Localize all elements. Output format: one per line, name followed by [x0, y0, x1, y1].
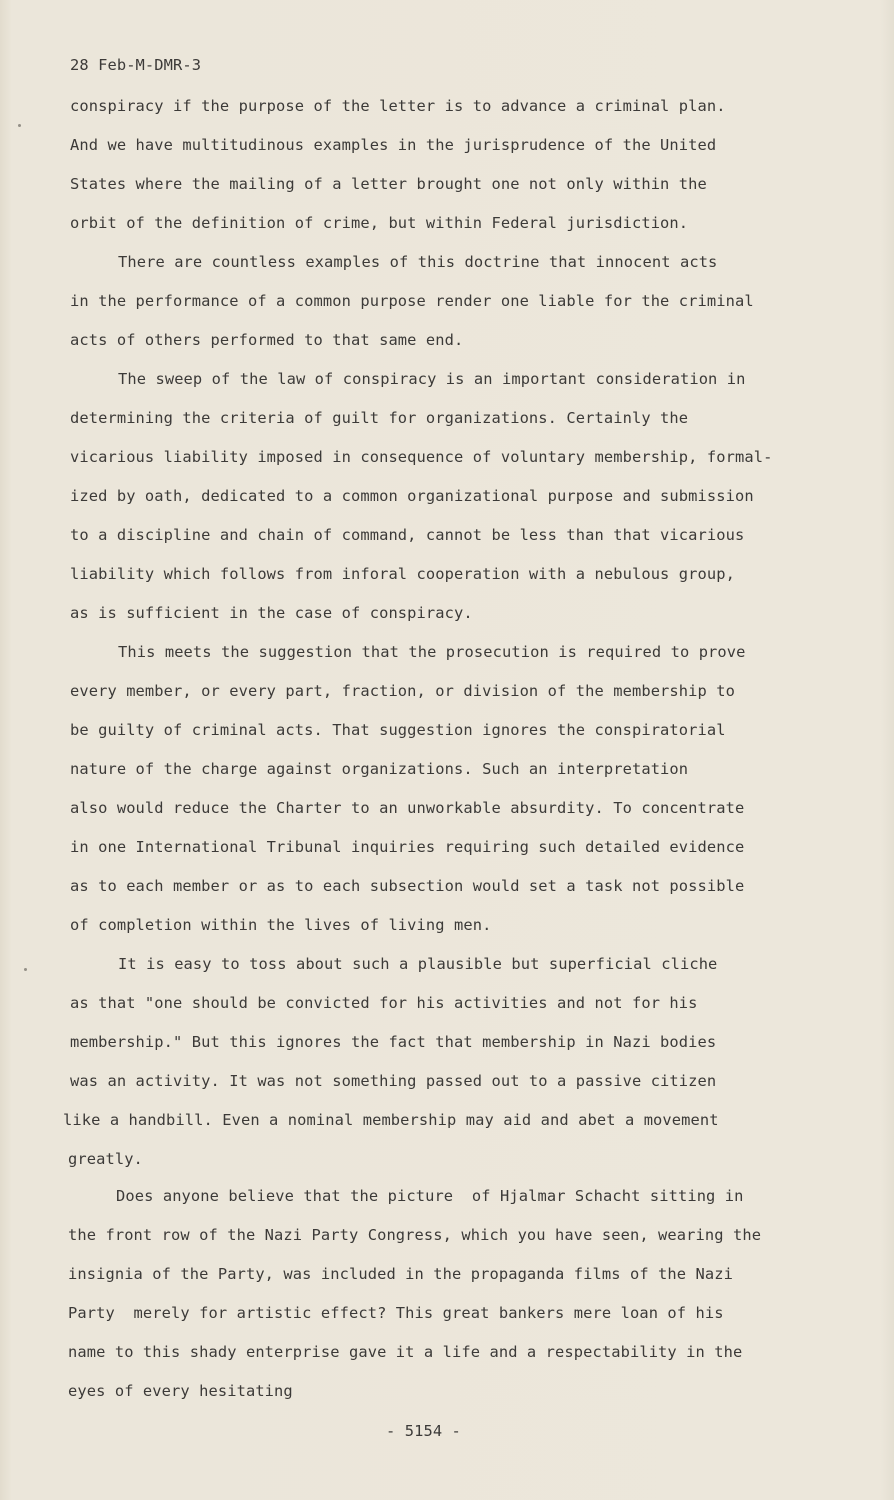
paper-speck	[18, 124, 21, 127]
text-line: every member, or every part, fraction, or division of the membership to	[70, 682, 735, 700]
text-line: name to this shady enterprise gave it a life and a respectability in the	[68, 1343, 743, 1361]
page-number: - 5154 -	[386, 1422, 461, 1440]
text-line: nature of the charge against organizations. Such an interpretation	[70, 760, 689, 778]
text-line: There are countless examples of this doctrine that innocent acts	[118, 253, 718, 271]
page-header: 28 Feb-M-DMR-3	[70, 56, 202, 74]
text-line: The sweep of the law of conspiracy is an important consideration in	[118, 370, 746, 388]
text-line: like a handbill. Even a nominal membership may aid and abet a movement	[63, 1111, 719, 1129]
text-line: Party merely for artistic effect? This great bankers mere loan of his	[68, 1304, 724, 1322]
text-line: greatly.	[68, 1150, 143, 1168]
paper-speck	[24, 968, 27, 971]
text-line: acts of others performed to that same end.	[70, 331, 464, 349]
text-line: in the performance of a common purpose render one liable for the criminal	[70, 292, 754, 310]
text-line: determining the criteria of guilt for organizations. Certainly the	[70, 409, 689, 427]
text-line: of completion within the lives of living men.	[70, 916, 492, 934]
text-line: as to each member or as to each subsection would set a task not possible	[70, 877, 745, 895]
text-line: And we have multitudinous examples in the jurisprudence of the United	[70, 136, 717, 154]
text-line: eyes of every hesitating	[68, 1382, 293, 1400]
text-line: as that "one should be convicted for his activities and not for his	[70, 994, 698, 1012]
text-line: also would reduce the Charter to an unworkable absurdity. To concentrate	[70, 799, 745, 817]
text-line: vicarious liability imposed in consequence of voluntary membership, formal-	[70, 448, 773, 466]
text-line: conspiracy if the purpose of the letter is to advance a criminal plan.	[70, 97, 726, 115]
text-line: insignia of the Party, was included in the propaganda films of the Nazi	[68, 1265, 733, 1283]
text-line: in one International Tribunal inquiries requiring such detailed evidence	[70, 838, 745, 856]
text-line: to a discipline and chain of command, cannot be less than that vicarious	[70, 526, 745, 544]
text-line: This meets the suggestion that the prosecution is required to prove	[118, 643, 746, 661]
text-line: be guilty of criminal acts. That suggestion ignores the conspiratorial	[70, 721, 726, 739]
text-line: membership." But this ignores the fact that membership in Nazi bodies	[70, 1033, 717, 1051]
text-line: as is sufficient in the case of conspiracy.	[70, 604, 473, 622]
text-line: Does anyone believe that the picture of Hjalmar Schacht sitting in	[116, 1187, 744, 1205]
text-line: orbit of the definition of crime, but within Federal jurisdiction.	[70, 214, 689, 232]
text-line: States where the mailing of a letter brought one not only within the	[70, 175, 707, 193]
text-line: was an activity. It was not something passed out to a passive citizen	[70, 1072, 717, 1090]
text-line: liability which follows from inforal cooperation with a nebulous group,	[70, 565, 735, 583]
text-line: ized by oath, dedicated to a common organizational purpose and submission	[70, 487, 754, 505]
text-line: It is easy to toss about such a plausible but superficial cliche	[118, 955, 718, 973]
text-line: the front row of the Nazi Party Congress, which you have seen, wearing the	[68, 1226, 762, 1244]
